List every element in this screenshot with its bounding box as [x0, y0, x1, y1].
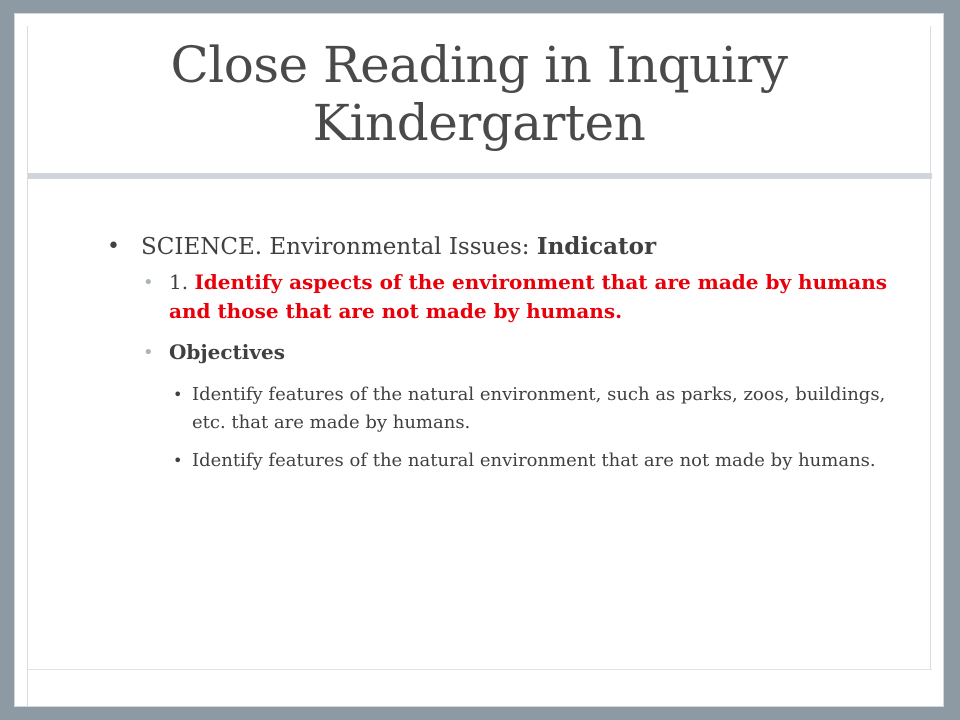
objective-text: Identify features of the natural environment that are not made by humans.	[192, 450, 876, 471]
slide-title	[170, 36, 787, 152]
bullet-dot-icon: •	[173, 385, 183, 404]
objectives-label: Objectives	[169, 340, 285, 364]
slide-inner-border-right	[930, 26, 931, 707]
slide-title-line1: Close Reading in Inquiry	[170, 36, 788, 94]
indicator-label: Indicator	[536, 233, 657, 260]
title-area	[28, 14, 930, 174]
bullet-dot-icon: •	[143, 272, 154, 293]
bullet-level2-indicator	[107, 268, 907, 326]
bullet-dot-icon: •	[143, 342, 154, 363]
indicator-text: Identify aspects of the environment that are made by humans and those that are not made by humans.	[169, 270, 888, 323]
bullet-dot-icon: •	[173, 451, 183, 470]
indicator-number: 1.	[169, 270, 195, 294]
objective-item	[107, 447, 907, 475]
slide	[14, 13, 944, 707]
title-divider	[28, 173, 932, 179]
bullet-level2-objectives	[107, 338, 907, 367]
slide-title-line2: Kindergarten	[312, 94, 646, 152]
slide-footer-band	[28, 669, 932, 706]
slide-body	[107, 232, 907, 485]
science-heading: SCIENCE. Environmental Issues:	[141, 234, 537, 260]
objective-text: Identify features of the natural environment, such as parks, zoos, buildings, etc. that are made by humans.	[192, 384, 886, 433]
objective-item	[107, 381, 907, 437]
bullet-dot-icon: •	[107, 234, 120, 259]
bullet-level1-science	[107, 232, 907, 262]
